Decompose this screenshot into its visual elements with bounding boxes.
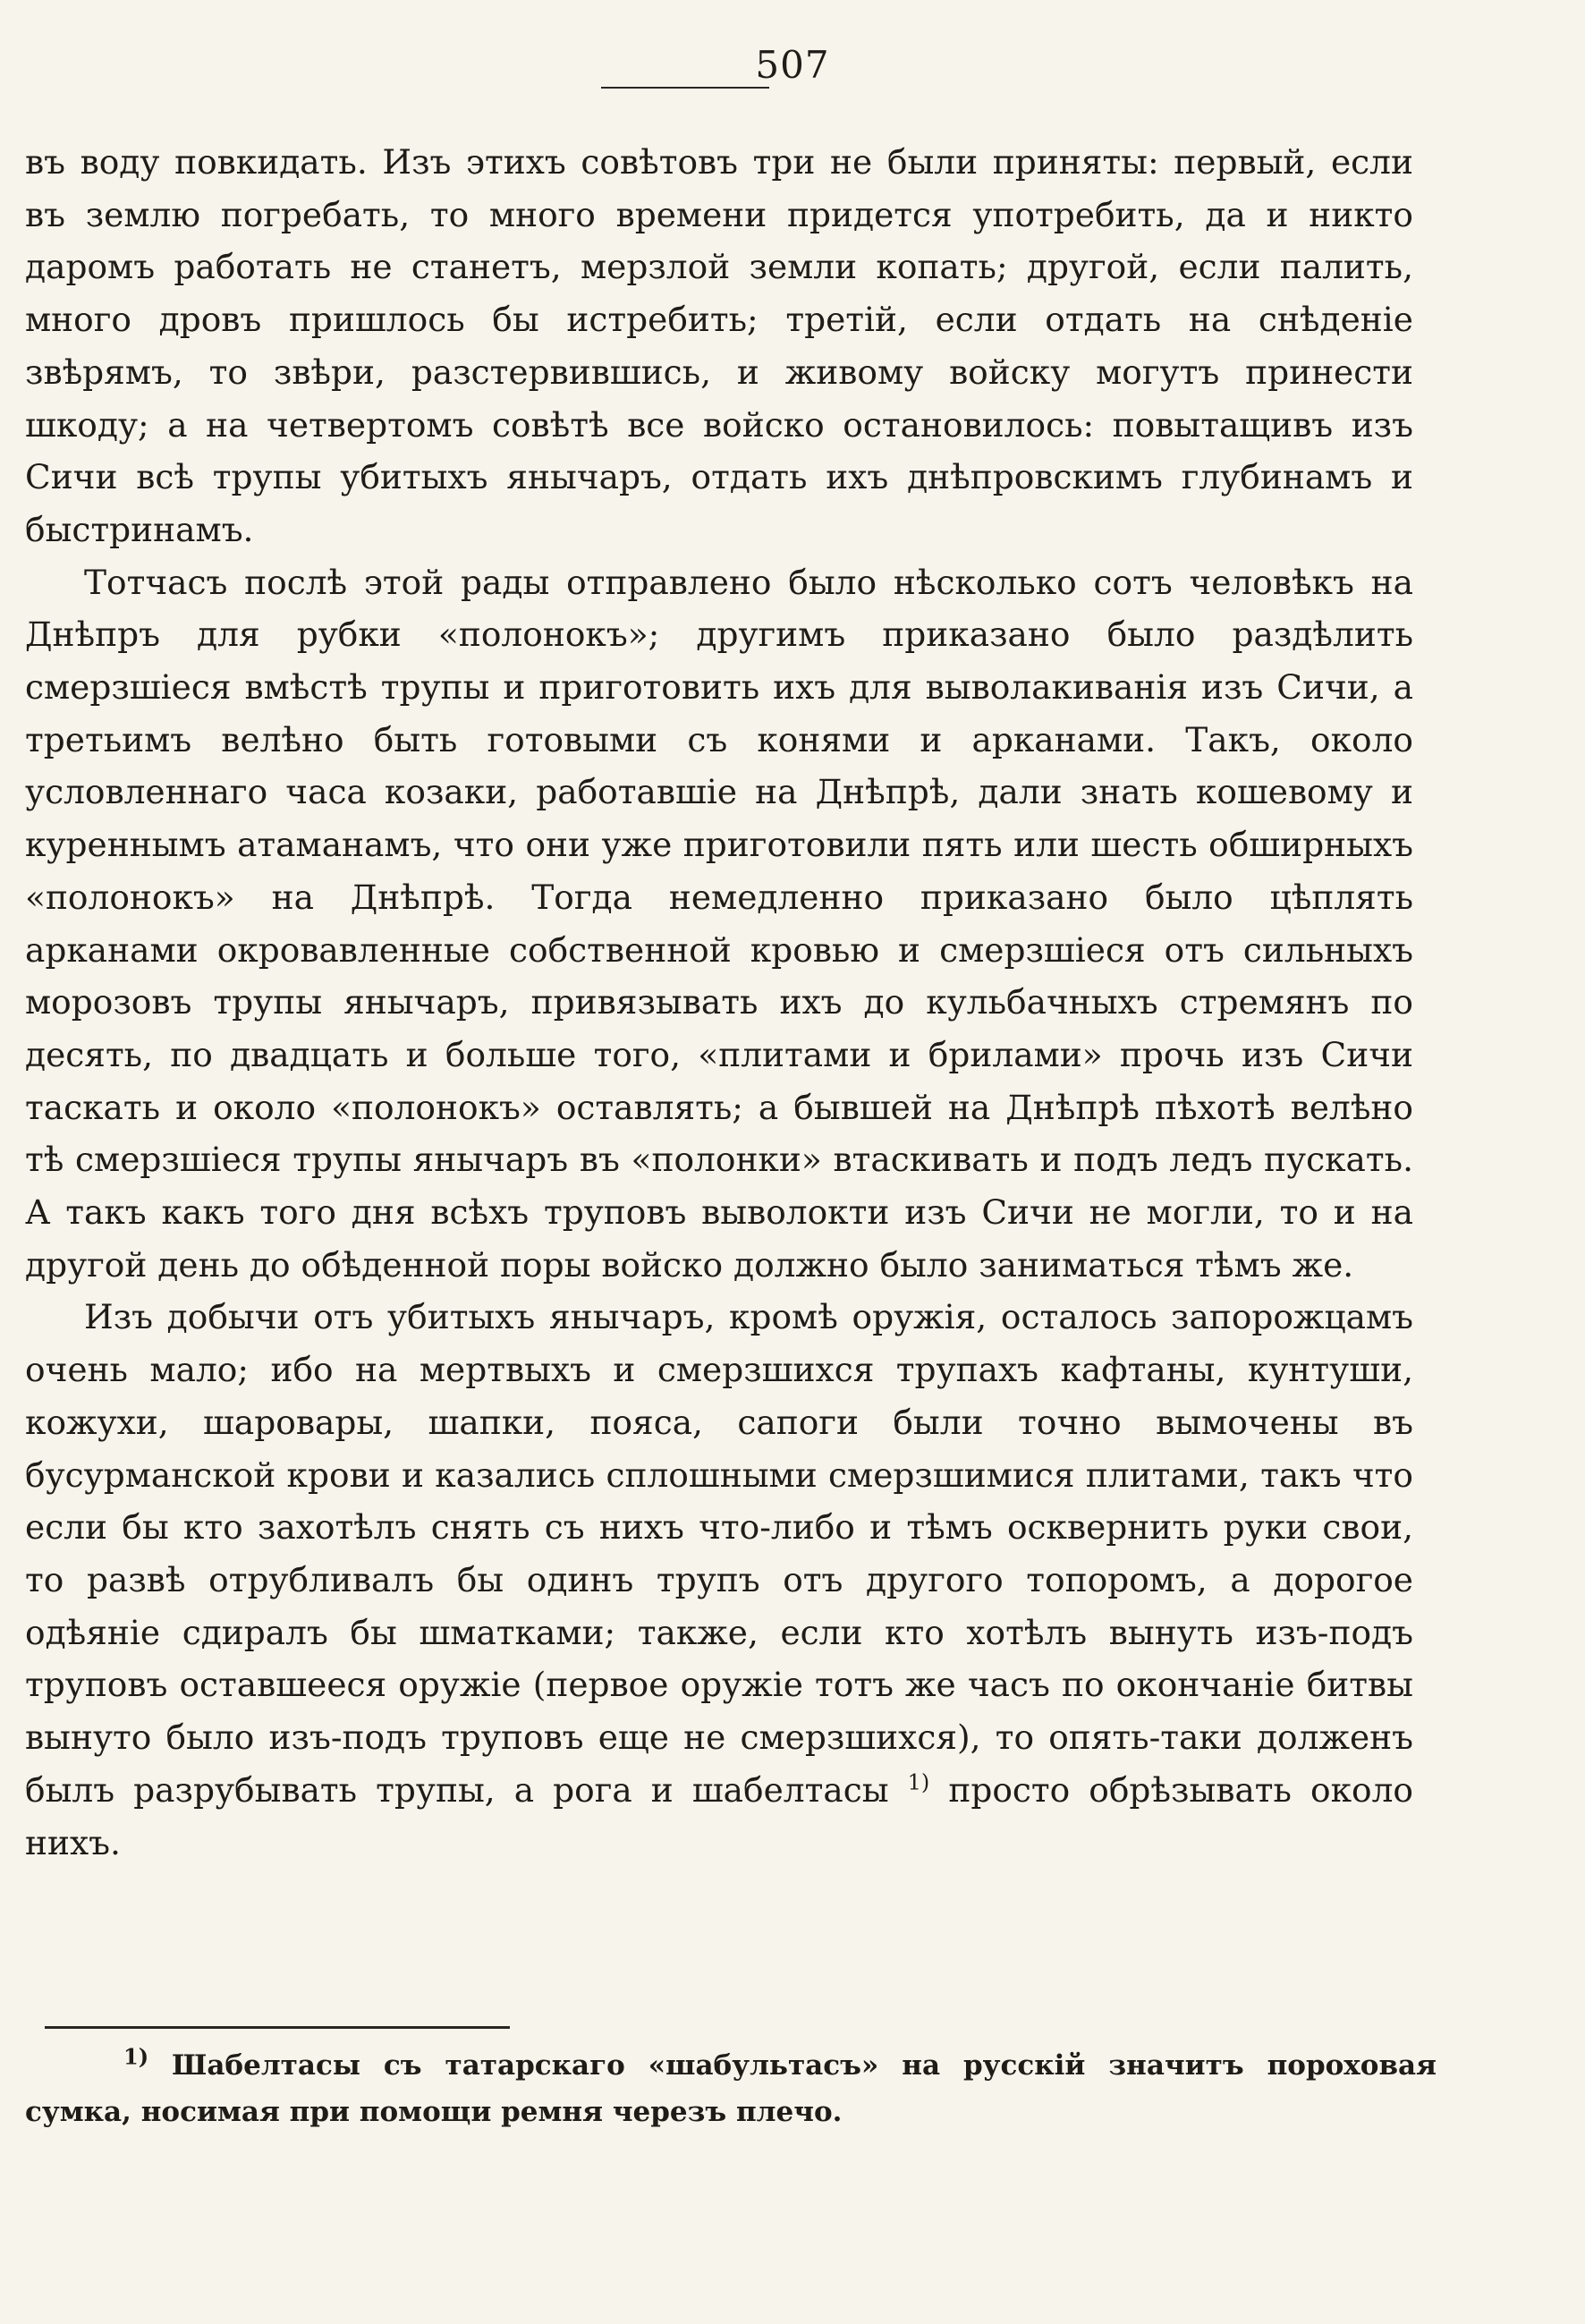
footnote-marker: 1) bbox=[123, 2043, 149, 2070]
page-number-rule bbox=[601, 87, 769, 89]
page-number: 507 bbox=[755, 43, 830, 87]
paragraph-3-text: Изъ добычи отъ убитыхъ янычаръ, кромѣ оружія, осталось запорожцамъ очень мало; ибо на мертвыхъ и смерзшихся трупахъ кафтаны, кунтуши, кожухи, шаровары, шапки, пояса, сапоги были точно вымочены въ бусурманской крови и казались сплошными смерзшимися плитами, такъ что если бы кто захотѣлъ снять съ нихъ что-либо и тѣмъ осквернить руки свои, то развѣ отрубливалъ бы одинъ трупъ отъ другого топоромъ, а дорогое одѣяніе сдиралъ бы шматками; также, если кто хотѣлъ вынуть изъ-подъ труповъ оставшееся оружіе (первое оружіе тотъ же часъ по окончаніе битвы вынуто было изъ-подъ труповъ еще не смерзшихся), то опять-таки долженъ былъ разрубывать трупы, а рога и шабелтасы bbox=[25, 1297, 1413, 1810]
paragraph-1: въ воду повкидать. Изъ этихъ совѣтовъ три не были приняты: первый, если въ землю погребать, то много времени придется употребить, да и никто даромъ работать не станетъ, мерзлой земли копать; другой, если палить, много дровъ пришлось бы истребить; третій, если отдать на снѣденіе звѣрямъ, то звѣри, разстервившись, и живому войску могутъ принести шкоду; а на четвертомъ совѣтѣ все войско остановилось: повытащивъ изъ Сичи всѣ трупы убитыхъ янычаръ, отдать ихъ днѣпровскимъ глубинамъ и быстринамъ. bbox=[25, 142, 1413, 549]
paragraph-3-tail: просто обрѣзывать около нихъ. bbox=[25, 1769, 1414, 1862]
body-text bbox=[25, 136, 1413, 1869]
footnote-text: Шабелтасы съ татарскаго «шабультасъ» на русскій значитъ пороховая сумка, носимая при помощи ремня черезъ плечо. bbox=[25, 2049, 1437, 2128]
footnote-reference: 1) bbox=[907, 1769, 930, 1795]
paragraph-2: Тотчасъ послѣ этой рады отправлено было нѣсколько сотъ человѣкъ на Днѣпръ для рубки «полонокъ»; другимъ приказано было раздѣлить смерзшіеся вмѣстѣ трупы и приготовить ихъ для выволакиванія изъ Сичи, а третьимъ велѣно быть готовыми съ конями и арканами. Такъ, около условленнаго часа козаки, работавшіе на Днѣпрѣ, дали знать кошевому и куреннымъ атаманамъ, что они уже приготовили пять или шесть обширныхъ «полонокъ» на Днѣпрѣ. Тогда немедленно приказано было цѣплять арканами окровавленные собственной кровью и смерзшіеся отъ сильныхъ морозовъ трупы янычаръ, привязывать ихъ до кульбачныхъ стремянъ по десять, по двадцать и больше того, «плитами и брилами» прочь изъ Сичи таскать и около «полонокъ» оставлять; а бывшей на Днѣпрѣ пѣхотѣ велѣно тѣ смерзшіеся трупы янычаръ въ «полонки» втаскивать и подъ ледъ пускать. А такъ какъ того дня всѣхъ труповъ выволокти изъ Сичи не могли, то и на другой день до обѣденной поры войско должно было заниматься тѣмъ же. bbox=[25, 562, 1413, 1285]
footnote bbox=[25, 2042, 1437, 2135]
footnote-rule bbox=[45, 2026, 510, 2029]
paragraph-3 bbox=[25, 1291, 1413, 1869]
